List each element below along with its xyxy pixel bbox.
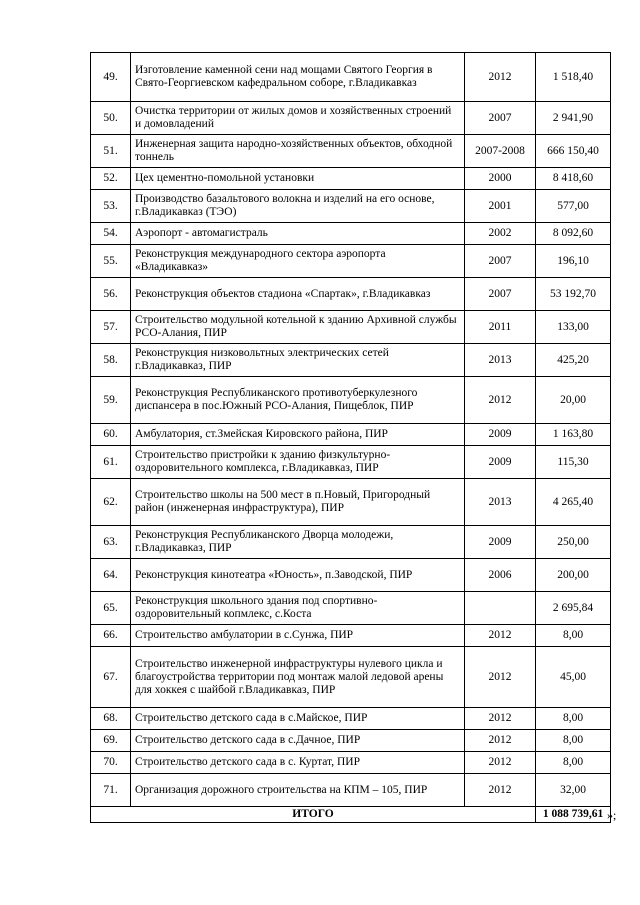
table-row: [91, 647, 611, 708]
row-amount: 8,00: [536, 730, 611, 752]
row-year: 2006: [465, 559, 536, 592]
row-name: Строительство пристройки к зданию физкультурно-оздоровительного комплекса, г.Владикавказ, ПИР: [131, 446, 465, 479]
row-name: Амбулатория, ст.Змейская Кировского района, ПИР: [131, 424, 465, 446]
row-number: 65.: [91, 592, 131, 625]
table-row: [91, 278, 611, 311]
total-amount: 1 088 739,61: [536, 807, 611, 823]
row-name: Цех цементно-помольной установки: [131, 168, 465, 190]
row-year: 2007: [465, 245, 536, 278]
row-year: 2012: [465, 53, 536, 102]
row-year: 2001: [465, 190, 536, 223]
table-row: [91, 752, 611, 774]
row-name: Строительство амбулатории в с.Сунжа, ПИР: [131, 625, 465, 647]
row-name: Строительство детского сада в с.Майское, ПИР: [131, 708, 465, 730]
row-amount: 32,00: [536, 774, 611, 807]
row-amount: 45,00: [536, 647, 611, 708]
row-amount: 200,00: [536, 559, 611, 592]
row-amount: 250,00: [536, 526, 611, 559]
row-year: 2007: [465, 278, 536, 311]
row-year: 2009: [465, 446, 536, 479]
table-row: [91, 190, 611, 223]
row-number: 61.: [91, 446, 131, 479]
row-year: 2007: [465, 102, 536, 135]
row-number: 52.: [91, 168, 131, 190]
table-row: [91, 625, 611, 647]
row-number: 49.: [91, 53, 131, 102]
table-row: [91, 102, 611, 135]
table-row: [91, 774, 611, 807]
table-row: [91, 311, 611, 344]
row-year: 2012: [465, 647, 536, 708]
row-number: 69.: [91, 730, 131, 752]
row-number: 68.: [91, 708, 131, 730]
row-amount: 1 518,40: [536, 53, 611, 102]
row-name: Реконструкция Республиканского противотуберкулезного диспансера в пос.Южный РСО-Алания, Пищеблок, ПИР: [131, 377, 465, 424]
table-row: [91, 344, 611, 377]
row-amount: 8,00: [536, 708, 611, 730]
table-row: [91, 708, 611, 730]
table-row: [91, 377, 611, 424]
table-row: [91, 446, 611, 479]
table-body: [91, 53, 611, 823]
row-amount: 133,00: [536, 311, 611, 344]
row-name: Реконструкция объектов стадиона «Спартак», г.Владикавказ: [131, 278, 465, 311]
row-amount: 196,10: [536, 245, 611, 278]
row-number: 56.: [91, 278, 131, 311]
row-year: 2007-2008: [465, 135, 536, 168]
row-year: 2011: [465, 311, 536, 344]
row-year: 2013: [465, 479, 536, 526]
row-number: 54.: [91, 223, 131, 245]
row-name: Строительство детского сада в с.Дачное, ПИР: [131, 730, 465, 752]
table-row: [91, 53, 611, 102]
row-name: Очистка территории от жилых домов и хозяйственных строений и домовладений: [131, 102, 465, 135]
table-row: [91, 592, 611, 625]
table-row: [91, 479, 611, 526]
table-row: [91, 223, 611, 245]
row-name: Реконструкция низковольтных электрических сетей г.Владикавказ, ПИР: [131, 344, 465, 377]
row-amount: 425,20: [536, 344, 611, 377]
row-number: 51.: [91, 135, 131, 168]
row-name: Строительство школы на 500 мест в п.Новый, Пригородный район (инженерная инфраструктура), ПИР: [131, 479, 465, 526]
row-name: Реконструкция международного сектора аэропорта «Владикавказ»: [131, 245, 465, 278]
row-year: 2012: [465, 625, 536, 647]
row-amount: 8 092,60: [536, 223, 611, 245]
row-amount: 4 265,40: [536, 479, 611, 526]
table-row: [91, 245, 611, 278]
row-amount: 2 941,90: [536, 102, 611, 135]
row-amount: 8 418,60: [536, 168, 611, 190]
row-year: 2000: [465, 168, 536, 190]
row-amount: 2 695,84: [536, 592, 611, 625]
row-number: 71.: [91, 774, 131, 807]
row-name: Реконструкция школьного здания под спортивно-оздоровительный копмлекс, с.Коста: [131, 592, 465, 625]
objects-table: [90, 52, 611, 823]
row-number: 58.: [91, 344, 131, 377]
table-row: [91, 730, 611, 752]
row-amount: 53 192,70: [536, 278, 611, 311]
row-year: [465, 592, 536, 625]
row-amount: 666 150,40: [536, 135, 611, 168]
row-name: Строительство инженерной инфраструктуры нулевого цикла и благоустройства территории под монтаж малой ледовой арены для хоккея с шайбой г.Владикавказ, ПИР: [131, 647, 465, 708]
table-row: [91, 526, 611, 559]
row-amount: 20,00: [536, 377, 611, 424]
row-name: Изготовление каменной сени над мощами Святого Георгия в Свято-Георгиевском кафедральном соборе, г.Владикавказ: [131, 53, 465, 102]
row-name: Организация дорожного строительства на КПМ – 105, ПИР: [131, 774, 465, 807]
row-amount: 115,30: [536, 446, 611, 479]
row-year: 2002: [465, 223, 536, 245]
row-year: 2012: [465, 708, 536, 730]
total-row: [91, 807, 611, 823]
table-row: [91, 135, 611, 168]
row-number: 66.: [91, 625, 131, 647]
table-row: [91, 424, 611, 446]
row-year: 2013: [465, 344, 536, 377]
row-amount: 8,00: [536, 752, 611, 774]
row-number: 62.: [91, 479, 131, 526]
row-name: Аэропорт - автомагистраль: [131, 223, 465, 245]
row-amount: 577,00: [536, 190, 611, 223]
row-name: Реконструкция кинотеатра «Юность», п.Заводской, ПИР: [131, 559, 465, 592]
row-name: Строительство детского сада в с. Куртат, ПИР: [131, 752, 465, 774]
table-row: [91, 168, 611, 190]
total-label: ИТОГО: [91, 807, 536, 823]
row-year: 2012: [465, 377, 536, 424]
row-amount: 1 163,80: [536, 424, 611, 446]
row-number: 53.: [91, 190, 131, 223]
row-number: 67.: [91, 647, 131, 708]
row-year: 2012: [465, 774, 536, 807]
row-name: Инженерная защита народно-хозяйственных объектов, обходной тоннель: [131, 135, 465, 168]
row-number: 70.: [91, 752, 131, 774]
row-amount: 8,00: [536, 625, 611, 647]
row-number: 60.: [91, 424, 131, 446]
row-name: Реконструкция Республиканского Дворца молодежи, г.Владикавказ, ПИР: [131, 526, 465, 559]
row-number: 50.: [91, 102, 131, 135]
row-number: 57.: [91, 311, 131, 344]
row-number: 64.: [91, 559, 131, 592]
row-year: 2009: [465, 526, 536, 559]
row-number: 59.: [91, 377, 131, 424]
row-name: Производство базальтового волокна и изделий на его основе, г.Владикавказ (ТЭО): [131, 190, 465, 223]
row-number: 63.: [91, 526, 131, 559]
row-year: 2012: [465, 752, 536, 774]
closing-mark: »;: [607, 808, 617, 822]
row-year: 2012: [465, 730, 536, 752]
row-year: 2009: [465, 424, 536, 446]
row-name: Строительство модульной котельной к зданию Архивной службы РСО-Алания, ПИР: [131, 311, 465, 344]
table-row: [91, 559, 611, 592]
row-number: 55.: [91, 245, 131, 278]
